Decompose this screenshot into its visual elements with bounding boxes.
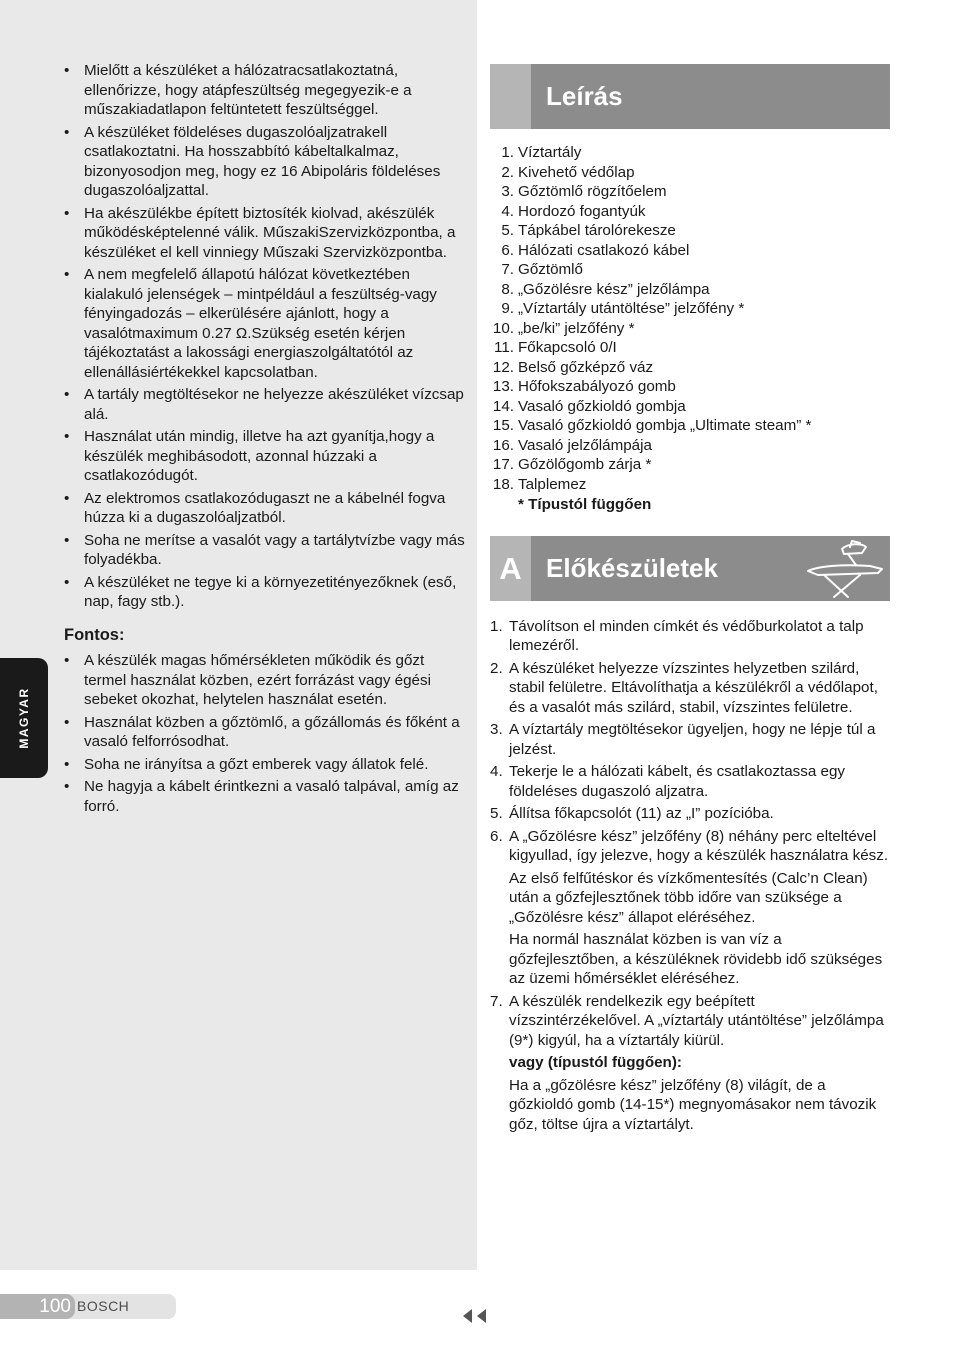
item-text: „Víztartály utántöltése” jelzőfény *: [518, 300, 745, 317]
item-text: Vasaló gőzkioldó gombja „Ultimate steam” *: [518, 417, 812, 434]
important-heading: Fontos:: [64, 625, 125, 644]
list-item: [490, 299, 890, 319]
list-item: [490, 475, 890, 495]
step-text: Ha normál használat közben is van víz a gőzfejlesztőben, a készüléknek rövidebb idő szükséges az üzemi hőmérséklet eléréséhez.: [509, 931, 883, 987]
list-item: [490, 260, 890, 280]
list-item: • A nem megfelelő állapotú hálózat következtében kialakuló jelenségek – mintpéldául a feszültség-vagy fényingadozás – elkerülésére ajánlott, hogy a vasalótmaximum 0.27 Ω.Szükség esetén kérjen tájékoztatást a lakossági energiaszolgáltatótól az ellenállásiértékekkel kapcsolatban.: [64, 265, 466, 382]
list-item: • Az elektromos csatlakozódugaszt ne a kábelnél fogva húzza ki a dugaszolóaljzatból.: [64, 489, 466, 528]
item-text: Gőztömlő: [518, 261, 583, 278]
list-item: [490, 436, 890, 456]
item-number: 1.: [501, 144, 514, 161]
list-item: [490, 202, 890, 222]
item-number: 3.: [501, 183, 514, 200]
language-label: MAGYAR: [17, 687, 31, 749]
step-text: Az első felfűtéskor és vízkőmentesítés (Calc’n Clean) után a gőzfejlesztőnek több időre van szüksége a „Gőzölésre kész” állapot eléréséhez.: [509, 869, 868, 926]
item-number: 14.: [492, 397, 514, 415]
step-text: Távolítson el minden címkét és védőburkolatot a talp lemezéről.: [509, 617, 864, 654]
list-item: [490, 358, 890, 378]
parts-list: [490, 143, 890, 494]
list-item: [490, 143, 890, 163]
item-number: 8.: [501, 280, 514, 298]
header-letter-box: [490, 64, 531, 129]
list-item: • Mielőtt a készüléket a hálózatracsatlakoztatná, ellenőrizze, hogy atápfeszültség megegyezik-e a műszakiadatlapon feltüntetett feszültséggel.: [64, 61, 466, 120]
list-item: • Használat közben a gőztömlő, a gőzállomás és főként a vasaló felforrósodhat.: [64, 713, 466, 752]
item-number: 15.: [492, 417, 514, 434]
step-text: A „Gőzölésre kész” jelzőfény (8) néhány perc elteltével kigyullad, így jelezve, hogy a készülék használatra kész.: [509, 827, 889, 864]
safety-bullet-list: [64, 61, 466, 612]
step-text: A víztartály megtöltésekor ügyeljen, hogy ne lépje túl a jelzést.: [509, 721, 876, 758]
description-column: [490, 64, 890, 1137]
safety-column: [64, 61, 466, 819]
ironing-board-icon: [804, 539, 886, 599]
item-text: Hordozó fogantyúk: [518, 202, 646, 220]
preparation-steps: [490, 617, 890, 1135]
list-item: [490, 804, 890, 824]
step-number: 3.: [490, 721, 503, 738]
item-text: Kivehető védőlap: [518, 163, 635, 181]
list-item: [490, 280, 890, 300]
model-dependent-footnote: * Típustól függően: [518, 496, 652, 513]
step-text: Állítsa főkapcsolót (11) az „I” pozícióba.: [509, 805, 774, 822]
step-number: 2.: [490, 659, 503, 677]
step-text: A készülék rendelkezik egy beépített vízszintérzékelővel. A „víztartály utántöltése” jelzőlámpa (9*) kigyúl, ha a víztartály kiürül.: [509, 992, 884, 1049]
list-item: • A tartály megtöltésekor ne helyezze akészüléket vízcsap alá.: [64, 385, 466, 424]
brand-label: BOSCH: [77, 1298, 130, 1314]
item-number: 16.: [492, 436, 514, 454]
list-item: [490, 163, 890, 183]
list-item: [490, 241, 890, 261]
list-item: [490, 221, 890, 241]
list-item: [490, 720, 890, 759]
list-item: • Ne hagyja a kábelt érintkezni a vasaló talpával, amíg az forró.: [64, 777, 466, 816]
item-text: Gőztömlő rögzítőelem: [518, 183, 667, 200]
section-title: Leírás: [546, 81, 623, 111]
list-item: [490, 455, 890, 475]
description-section-header: [490, 64, 890, 129]
item-number: 11.: [494, 339, 514, 356]
item-text: Vasaló gőzkioldó gombja: [518, 397, 686, 415]
item-text: Főkapcsoló 0/I: [518, 339, 617, 356]
list-item: [490, 659, 890, 718]
item-number: 12.: [492, 358, 514, 376]
list-item: [490, 416, 890, 436]
step-number: 4.: [490, 763, 503, 780]
item-number: 6.: [501, 241, 514, 259]
step-text: Tekerje le a hálózati kábelt, és csatlakoztassa egy földeléses dugaszoló aljzatra.: [509, 763, 845, 800]
step-number: 1.: [490, 617, 503, 635]
list-item: [490, 827, 890, 989]
list-item: [490, 992, 890, 1135]
list-item: [490, 762, 890, 801]
item-text: Hőfokszabályozó gomb: [518, 378, 676, 395]
list-item: • Ha akészülékbe épített biztosíték kiolvad, akészülék működésképtelenné válik. MűszakiSzervizközpontba, a készüléket el kell vinniegy Műszaki Szervizközpontba.: [64, 204, 466, 263]
item-text: Gőzölőgomb zárja *: [518, 456, 652, 473]
list-item: • Soha ne merítse a vasalót vagy a tartálytvízbe vagy más folyadékba.: [64, 531, 466, 570]
section-title: Előkészületek: [546, 552, 718, 583]
item-number: 4.: [501, 202, 514, 220]
item-number: 9.: [501, 300, 514, 317]
step-number: 7.: [490, 992, 503, 1010]
list-item: [490, 377, 890, 397]
list-item: • A készüléket ne tegye ki a környezetitényezőknek (eső, nap, fagy stb.).: [64, 573, 466, 612]
section-letter: A: [490, 536, 531, 601]
step-number: 5.: [490, 805, 503, 822]
item-text: Víztartály: [518, 144, 582, 161]
language-side-tab: [0, 658, 48, 778]
list-item: • A készüléket földeléses dugaszolóaljzatrakell csatlakoztatni. Ha hosszabbító kábeltalkalmaz, bizonyosodjon meg, hogy ez 16 Abipoláris földeléses dugaszolóaljzattal.: [64, 123, 466, 201]
step-number: 6.: [490, 827, 503, 845]
model-variant-label: vagy (típustól függően):: [509, 1054, 682, 1071]
list-item: [490, 338, 890, 358]
item-text: Tápkábel tárolórekesze: [518, 222, 676, 239]
item-text: Belső gőzképző váz: [518, 358, 654, 376]
list-item: [490, 397, 890, 417]
list-item: [490, 319, 890, 339]
item-text: Talplemez: [518, 475, 587, 493]
step-text: A készüléket helyezze vízszintes helyzetben szilárd, stabil felületre. Eltávolíthatja a készülékről a védőlapot, és a vasalót más szilárd, stabil, vízszintes felületre.: [509, 659, 878, 716]
item-text: „Gőzölésre kész” jelzőlámpa: [518, 280, 710, 298]
item-number: 13.: [492, 378, 514, 395]
page-number: 100: [0, 1294, 75, 1319]
item-text: Hálózati csatlakozó kábel: [518, 241, 690, 259]
item-text: „be/ki” jelzőfény *: [518, 319, 635, 337]
important-bullet-list: [64, 651, 466, 816]
item-number: 17.: [492, 456, 514, 473]
item-number: 7.: [501, 261, 514, 278]
item-number: 2.: [501, 163, 514, 181]
list-item: • Soha ne irányítsa a gőzt emberek vagy állatok felé.: [64, 755, 466, 775]
item-text: Vasaló jelzőlámpája: [518, 436, 652, 454]
list-item: • Használat után mindig, illetve ha azt gyanítja,hogy a készülék meghibásodott, azonnal húzzaki a csatlakozódugót.: [64, 427, 466, 486]
double-left-arrow-icon: [462, 1308, 492, 1324]
item-number: 18.: [492, 475, 514, 493]
list-item: [490, 617, 890, 656]
item-number: 10.: [492, 319, 514, 337]
preparation-section-header: [490, 536, 890, 601]
step-text: Ha a „gőzölésre kész” jelzőfény (8) világít, de a gőzkioldó gomb (14-15*) megnyomásakor nem távozik gőz, töltse újra a víztartályt.: [509, 1076, 877, 1133]
item-number: 5.: [501, 222, 514, 239]
list-item: [490, 182, 890, 202]
list-item: • A készülék magas hőmérsékleten működik és gőzt termel használat közben, ezért forrázást vagy égési sebeket okozhat, helytelen használat esetén.: [64, 651, 466, 710]
